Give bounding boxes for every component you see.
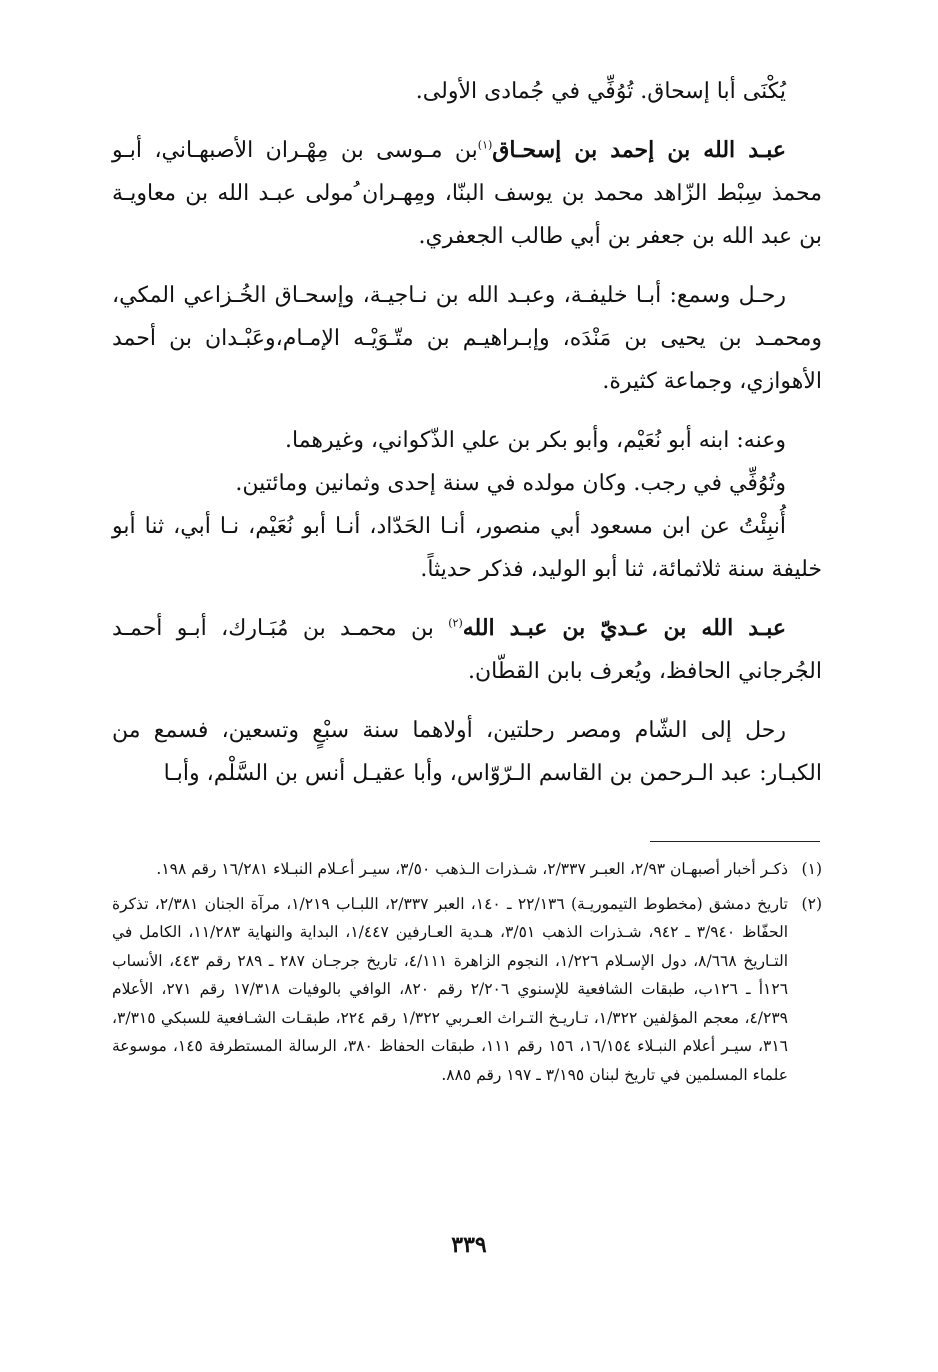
footnote-1 [112, 855, 822, 884]
footnote-number: (١) [801, 860, 822, 878]
entry-name-2: عبـد الله بن عـديّ بن عبـد الله [462, 615, 786, 641]
entry-text-1: بن مـوسى بن مِهْـران الأصبهـاني، أبـو محمذ سِبْط الزّاهد محمد بن يوسف البنّا، ومِهـران ُمولى عبـد الله بن معاويـة بن عبد الله بن جعفر بن أبي طالب الجعفري. [112, 138, 822, 249]
footnote-number: (٢) [801, 894, 822, 913]
paragraph-6: أُنبِئْتُ عن ابن مسعود أبي منصور، أنـا الحَدّاد، أنـا أبو نُعَيْم، نـا أبي، ثنا أبو خليفة سنة ثلاثمائة، ثنا أبو الوليد، فذكر حديثاً. [112, 514, 822, 582]
footnote-separator [650, 841, 820, 842]
entry-name-1: عبـد الله بن إحمد بن إسحـاق [492, 137, 786, 163]
footnote-2 [112, 890, 822, 1090]
paragraph-3: رحـل وسمع: أبـا خليفـة، وعبـد الله بن نـاجيـة، وإسحـاق الخُـزاعي المكي، ومحمـد بن يحيى بن مَنْدَه، وإبـراهيـم بن متّـوَيْـه الإمـام،وعَبْـدان بن أحمد الأهوازي، وجماعة كثيرة. [112, 283, 822, 394]
footnote-ref-2: (٢) [448, 616, 463, 630]
entry-text-2: بن محمـد بن مُبَـارك، أبـو أحمـد الجُرجاني الحافظ، ويُعرف بابن القطّان. [112, 616, 822, 684]
paragraph-5: وتُوُفِّي في رجب. وكان مولده في سنة إحدى وثمانين ومائتين. [235, 471, 786, 496]
paragraph-8: رحل إلى الشّام ومصر رحلتين، أولاهما سنة سبْعٍ وتسعين، فسمع من الكبـار: عبد الـرحمن بن القاسم الـرّوّاس، وأبا عقيـل أنس بن السَّلْم، وأبـا [112, 718, 822, 786]
biography-entry-2 [112, 607, 822, 693]
main-text [112, 70, 822, 811]
biography-entry-1 [112, 129, 822, 258]
footnote-text: تاريخ دمشق (مخطوط التيموريـة) ٢٢/١٣٦ ـ ١٤٠، العبر ٢/٣٣٧، اللبـاب ١/٢١٩، مرآة الجنان ٢/٣٨١، تذكرة الحفّاظ ٣/٩٤٠ ـ ٩٤٢، شـذرات الذهب ٣/٥١، هـدية العـارفين ١/٤٤٧، البداية والنهاية ١١/٢٨٣، الكامل في التـاريخ ٨/٦٦٨، دول الإسـلام ١/٢٢٦، النجوم الزاهرة ٤/١١١، تاريخ جرجـان ٢٨٧ ـ ٢٨٩ رقم ٤٤٣، الأنساب ١٢٦أ ـ ١٢٦ب، طبقات الشافعية للإسنوي ٢/٢٠٦ رقم ٨٢٠، الوافي بالوفيات ١٧/٣١٨ رقم ٢٧١، الأعلام ٤/٢٣٩، معجم المؤلفين ١/٣٢٢، تـاريـخ التـراث العـربي ١/٣٢٢ رقم ٢٢٤، طبقـات الشـافعية للسبكي ٣/٣١٥، ٣١٦، سيـر أعلام النبـلاء ١٦/١٥٤، ١٥٦ رقم ١١١، طبقات الحفاظ ٣٨٠، الرسالة المستطرفة ١٤٥، موسوعة علماء المسلمين في تاريخ لبنان ٣/١٩٥ ـ ١٩٧ رقم ٨٨٥. [112, 894, 789, 1084]
footnote-text: ذكـر أخبار أصبهـان ٢/٩٣، العبـر ٢/٣٣٧، شـذرات الـذهب ٣/٥٠، سيـر أعـلام النبـلاء ١٦/٢٨١ رقم ١٩٨. [156, 860, 788, 878]
page-number: ٣٣٩ [451, 1232, 487, 1258]
footnotes [112, 855, 822, 1095]
paragraph-1: يُكْنَى أبا إسحاق. تُوُفِّي في جُمادى الأولى. [415, 79, 786, 104]
paragraph-4: وعنه: ابنه أبو نُعَيْم، وأبو بكر بن علي الذّكواني، وغيرهما. [285, 428, 786, 453]
footnote-ref-1: (١) [477, 138, 493, 152]
